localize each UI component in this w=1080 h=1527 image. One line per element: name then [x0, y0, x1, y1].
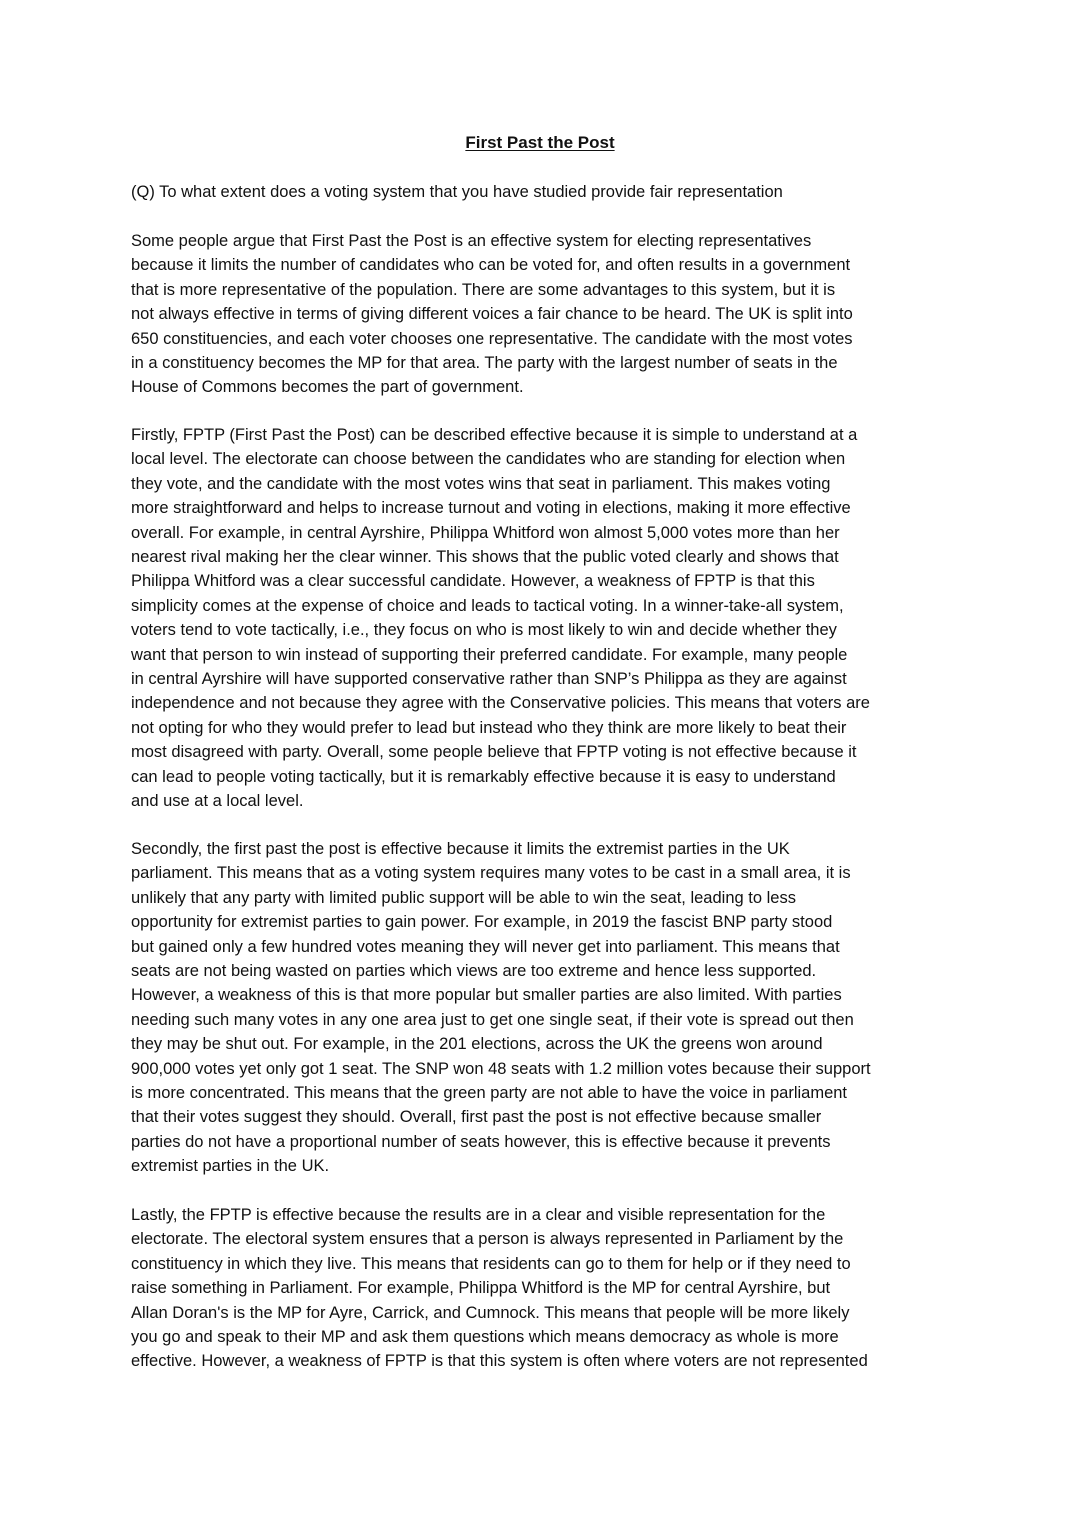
paragraph-line: 900,000 votes yet only got 1 seat. The SNP won 48 seats with 1.2 million votes because their support	[131, 1059, 871, 1078]
paragraph-line: Firstly, FPTP (First Past the Post) can be described effective because it is simple to understand at a	[131, 426, 858, 444]
paragraph-firstly	[131, 423, 951, 814]
essay-question: (Q) To what extent does a voting system that you have studied provide fair representation	[131, 183, 783, 201]
paragraph-line: in a constituency becomes the MP for that area. The party with the largest number of seats in the	[131, 354, 838, 373]
paragraph-line: not always effective in terms of giving different voices a fair chance to be heard. The UK is split into	[131, 305, 853, 324]
paragraph-line: local level. The electorate can choose between the candidates who are standing for election when	[131, 450, 846, 469]
paragraph-line: voters tend to vote tactically, i.e., they focus on who is most likely to win and decide whether they	[131, 621, 837, 640]
paragraph-secondly	[131, 837, 951, 1179]
paragraph-line: However, a weakness of this is that more popular but smaller parties are also limited. With parties	[131, 986, 842, 1005]
paragraph-line: more straightforward and helps to increase turnout and voting in elections, making it more effective	[131, 499, 851, 518]
paragraph-line: can lead to people voting tactically, but it is remarkably effective because it is easy to understand	[131, 767, 836, 786]
paragraph-line: seats are not being wasted on parties which views are too extreme and hence less supported.	[131, 962, 817, 981]
paragraph-line: Lastly, the FPTP is effective because the results are in a clear and visible representation for the	[131, 1206, 826, 1224]
paragraph-line: Secondly, the first past the post is effective because it limits the extremist parties in the UK	[131, 840, 790, 858]
paragraph-line: most disagreed with party. Overall, some people believe that FPTP voting is not effective because it	[131, 743, 857, 762]
paragraph-line: because it limits the number of candidates who can be voted for, and often results in a government	[131, 256, 851, 275]
paragraph-line: extremist parties in the UK.	[131, 1157, 330, 1176]
paragraph-line: House of Commons becomes the part of government.	[131, 378, 524, 397]
paragraph-line: unlikely that any party with limited public support will be able to win the seat, leading to less	[131, 888, 796, 907]
paragraph-line: raise something in Parliament. For example, Philippa Whitford is the MP for central Ayrshire, but	[131, 1279, 831, 1298]
paragraph-line: not opting for who they would prefer to lead but instead who they think are more likely to beat their	[131, 718, 847, 737]
paragraph-line: that is more representative of the population. There are some advantages to this system, but it is	[131, 280, 836, 299]
paragraph-line: opportunity for extremist parties to gain power. For example, in 2019 the fascist BNP party stood	[131, 913, 833, 932]
paragraph-line: want that person to win instead of supporting their preferred candidate. For example, many people	[131, 645, 848, 664]
paragraph-line: constituency in which they live. This means that residents can go to them for help or if they need to	[131, 1254, 851, 1273]
paragraph-line: that their votes suggest they should. Overall, first past the post is not effective because smaller	[131, 1108, 822, 1127]
paragraph-line: and use at a local level.	[131, 792, 304, 811]
paragraph-line: overall. For example, in central Ayrshire, Philippa Whitford won almost 5,000 votes more than her	[131, 523, 840, 542]
paragraph-line: Allan Doran's is the MP for Ayre, Carrick, and Cumnock. This means that people will be more likely	[131, 1303, 850, 1322]
paragraph-line: they vote, and the candidate with the most votes wins that seat in parliament. This makes voting	[131, 474, 831, 493]
paragraph-line: independence and not because they agree with the Conservative policies. This means that voters are	[131, 694, 870, 713]
paragraph-line: Some people argue that First Past the Post is an effective system for electing representatives	[131, 232, 812, 250]
paragraph-line: 650 constituencies, and each voter chooses one representative. The candidate with the most votes	[131, 329, 853, 348]
paragraph-line: is more concentrated. This means that the green party are not able to have the voice in parliament	[131, 1084, 848, 1103]
paragraph-line: simplicity comes at the expense of choice and leads to tactical voting. In a winner-take-all system,	[131, 596, 844, 615]
paragraph-line: nearest rival making her the clear winner. This shows that the public voted clearly and shows that	[131, 548, 839, 567]
paragraph-line: parties do not have a proportional number of seats however, this is effective because it prevents	[131, 1132, 831, 1151]
paragraph-line: in central Ayrshire will have supported conservative rather than SNP’s Philippa as they are against	[131, 670, 847, 689]
paragraph-line: you go and speak to their MP and ask them questions which means democracy as whole is more	[131, 1328, 839, 1347]
paragraph-line: needing such many votes in any one area just to get one single seat, if their vote is spread out then	[131, 1010, 854, 1029]
paragraph-line: parliament. This means that as a voting system requires many votes to be cast in a small area, it is	[131, 864, 851, 883]
paragraph-line: effective. However, a weakness of FPTP is that this system is often where voters are not represented	[131, 1352, 868, 1371]
paragraph-line: they may be shut out. For example, in the 201 elections, across the UK the greens won around	[131, 1035, 823, 1054]
paragraph-line: but gained only a few hundred votes meaning they will never get into parliament. This means that	[131, 937, 840, 956]
document-title: First Past the Post	[465, 133, 615, 152]
paragraph-lastly	[131, 1203, 951, 1374]
paragraph-line: Philippa Whitford was a clear successful candidate. However, a weakness of FPTP is that this	[131, 572, 815, 591]
paragraph-introduction	[131, 229, 951, 400]
paragraph-line: electorate. The electoral system ensures that a person is always represented in Parliament by the	[131, 1230, 844, 1249]
